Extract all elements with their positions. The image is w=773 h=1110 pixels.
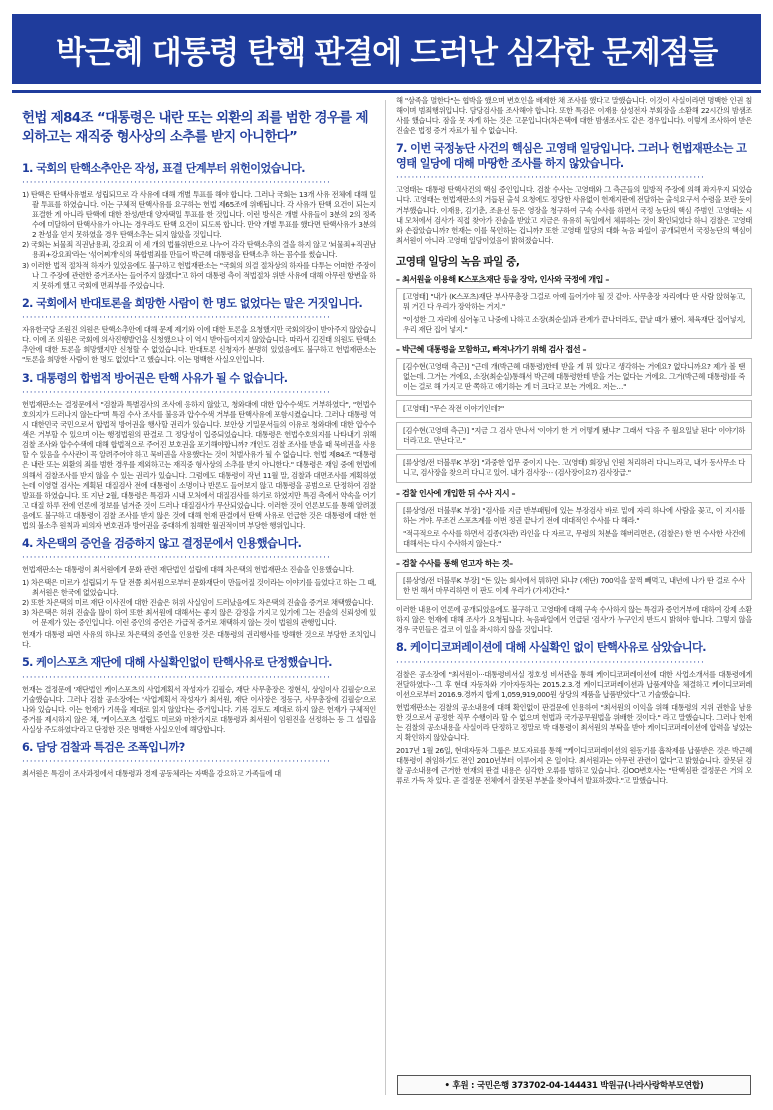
list-item: 3) 이러한 법적 절차적 하자가 있었음에도 불구하고 헌법재판소는 "국회의 의결 절차상의 하자를 다투는 어떠한 주장이나 그 주장에 관련한 증거조사는 들어주지 않겠다"고 하여 대통령 측이 적법절차 위반 사유에 대해 아무런 항변을 하지 못하게 했고 국회에 면죄부를 주었습니다. xyxy=(22,260,376,290)
page-title: 박근혜 대통령 탄핵 판결에 드러난 심각한 문제점들 xyxy=(55,34,718,71)
section-7-body: 고영태는 대통령 탄핵사건의 핵심 증인입니다. 검찰 수사는 고영태와 그 측근들의 일방적 주장에 의해 좌지우지 되었습니다. 고영태는 헌법재판소의 거듭된 출석 요청에도 정당한 사유없이 헌재지판에 전달하는 출석요구서 수령을 보란 듯이 거부했습니다. 이재용, 김기춘, 조윤선 등은 영장을 청구하여 구속 수사를 하면서 국정 농단의 핵심 주범인 고영태는 시내 모처에서 검사가 직접 찾아가 진술을 받았고 지금은 유유히 독일에서 체류하는 것이 확인되었다 하니 검찰은 고영태와 손잡았습니까? 헌재는 이를 묵인하는 겁니까? 또한 고영태 일당의 대화 녹음 파일이 공개되면서 국정농단의 핵심이 최서원이 아니라 고영태 일당이었음이 밝혀졌습니다. xyxy=(396,185,752,245)
quote-text: [류상영/전 더블루K 부장] "과중한 업무 중이지 나는. 고(영태) 회장님 인원 처리하러 다니느라고, 내가 동사무소 다니고, 검사장을 찾으러 다니고 있어. 내가 검사장⋯ (검사장이요?) 검사장급." xyxy=(403,458,745,478)
section-3-body: 헌법재판소는 결정문에서 "검찰과 특별검사의 조사에 응하지 않았고, 청와대에 대한 압수수색도 거부하였다", "헌법수호의지가 드러나지 않는다"며 특검 수사 조사를 불응과 압수수색 거부를 탄핵사유에 포함시켰습니다. 그러나 대통령 역시 대한민국 국민으로서 합법적 방어권을 행사할 권리가 있습니다. 보안상 기밀문서들의 이유로 청와대에 대한 압수수색은 거부할 수 있으며 이는 행정법원의 판결로 그 정당성이 입증되었습니다. 대통령은 헌법수호의지를 나타내기 위해 검찰 조사와 압수수색에 대해 합법적으로 주어진 보호권을 포기해야합니까? 개인도 검찰 조사를 받을 때 묵비권을 사용할 수 있음을 수사관이 꼭 알려주어야 하고 묵비권을 사용했다는 것이 처벌사유가 될 수 없습니다. 헌법 제84조 "대통령은 내란 또는 외환의 죄를 범한 경우를 제외하고는 재직중 형사상의 소추를 받지 아니한다." 대통령은 재임 중에 헌법에 의해서 검찰조사를 받지 않을 수 있는 권리가 있습니다. 그럼에도 대통령이 작년 11월 말, 검찰과 대면조사를 계획하였는데 이영렬 검사는 계획된 대질검사 전에 대통령이 소명이나 반론도 들어보지 않고 대통령을 공범으로 단정하여 검찰 발표를 하였습니다. 또 지난 2월, 대통령은 특검과 시내 모처에서 대질검사를 하기로 하였지만 특검 측에서 약속을 어기고 대질 하루 전에 언론에 정보를 넘겨준 것이 드러나 대질검사가 무산되었습니다. 이러한 것이 언론보도를 통해 알려졌음에도 불구하고 대통령이 검찰 조사를 받지 않은 것에 대해 헌재 판결에서 탄핵 사유로 언급한 것은 대통령에 대한 헌법의 불소추 원칙과 피의자 변호권과 방어권을 중대하게 침해한 월권적이며 부당한 행위입니다. xyxy=(22,400,376,530)
recordings-heading-3: – 검찰 인사에 개입한 뒤 수사 지시 – xyxy=(396,488,516,498)
quote-text: [김수현(고영태 측근)] "지금 그 검사 만나서 '이야기 한 거 어떻게 됐냐?' 그래서 '다음 주 월요일날 된다' 이야기하더라고요. 만난다고." xyxy=(403,426,745,446)
section-7-title: 7. 이번 국정농단 사건의 핵심은 고영태 일당입니다. 그러나 헌법재판소는 고영태 일당에 대해 마땅한 조사를 하지 않았습니다. xyxy=(396,142,747,170)
section-divider: ················································································ xyxy=(396,174,705,182)
quote-box xyxy=(396,422,752,450)
section-8-body: 2017년 1월 26일, 현대자동차 그룹은 보도자료를 통해 "케이디코퍼레이션의 원동기를 흡착제를 납품받은 것은 박근혜 대통령이 취임하기도 전인 2010년부터 이루어져 온 일이다. 최서원과는 아무런 관련이 없다"고 밝혔습니다. 잘못된 검찰 공소내용에 근거한 헌재의 판결 내용은 심각한 오류를 범하고 있습니다. 김OO변호사는 "탄핵심판 결정문은 거의 오류로 가득 차 있다. 곧 결정문 전체에서 잘못된 부분을 찾아내서 발표하겠다."고 말했습니다. xyxy=(396,746,752,786)
recordings-heading-1: – 최서원을 이용해 K스포츠재단 등을 장악, 인사와 국정에 개입 – xyxy=(396,274,609,284)
section-1-title: 1. 국회의 탄핵소추안은 작성, 표결 단계부터 위헌이었습니다. xyxy=(22,161,305,175)
quote-box xyxy=(396,454,752,482)
section-4-outro: 헌재가 대통령 파면 사유의 하나로 차은택의 증언을 인용한 것은 대통령의 권리행사를 방해한 것으로 부당한 조치입니다. xyxy=(22,629,376,649)
quote-box xyxy=(396,502,752,553)
quote-text: [고영태] "내가 (K스포츠)재단 부사무총장 그걸로 아예 들어가야 될 것 같아. 사무총장 자리에다 딴 사람 앉혀놓고, 뭐 거긴 다 우리가 장악하는 거지." xyxy=(403,291,745,311)
list-item: 2) 국회는 뇌물죄 직권남용죄, 강요죄 이 세 개의 법률위반으로 나누어 각각 탄핵소추의 결을 하지 않고 '뇌물죄+직권남용죄+강요죄'라는 '섞어찌개'식의 복합범죄를 만들어 박근혜 대통령을 탄핵소추 하는 꼼수를 썼습니다. xyxy=(22,240,376,260)
title-banner xyxy=(12,14,761,84)
left-column xyxy=(22,96,376,1101)
sponsor-box: • 후원 : 국민은행 373702-04-144431 박원규(나라사랑학부모연합) xyxy=(397,1075,751,1095)
quote-text: "이성한 그 자리에 심어놓고 나중에 나하고 소장(최순실)과 관계가 끝나더라도, 끝날 때가 됐어. 체육재단 집어넣지, 우리 재단 집어 넣지." xyxy=(403,314,745,334)
section-2-body: 자유한국당 조원진 의원은 탄핵소추안에 대해 문제 제기와 이에 대한 토론을 요청했지만 국회의장이 받아주지 않았습니다. 이에 조 의원은 국회에 의사진행발언을 신청했으나 이 역시 받아들여지지 않았습니다. 따라서 김진태 의원도 탄핵소추안에 대한 토론을 희망했지만 신청할 수 없었습니다. 반대토론 신청자가 분명히 있었음에도 불구하고 헌법재판소는 "토론을 희망한 사람이 한 명도 없었다"고 했습니다. 이는 명백한 사실오인입니다. xyxy=(22,325,376,365)
quote-box xyxy=(396,288,752,339)
section-divider: ················································································ xyxy=(22,179,331,187)
section-4-title: 4. 차은택의 증언을 검증하지 않고 결정문에서 인용했습니다. xyxy=(22,536,302,550)
section-6-title: 6. 담당 검찰과 특검은 조폭입니까? xyxy=(22,740,185,754)
section-divider: ················································································ xyxy=(22,389,331,397)
recordings-heading-4: – 검찰 수사를 통해 얻고자 하는 것– xyxy=(396,558,513,568)
section-1-list xyxy=(22,190,376,291)
section-2-title: 2. 국회에서 반대토론을 희망한 사람이 한 명도 없었다는 말은 거짓입니다. xyxy=(22,296,363,310)
quote-box xyxy=(396,572,752,600)
quote-box xyxy=(396,358,752,396)
quote-text: [고영태] "무슨 작전 이야기인데?" xyxy=(403,404,504,414)
section-divider: ················································································ xyxy=(22,314,331,322)
section-4-intro: 헌법재판소는 대통령이 최서원에게 문화 관련 재단법인 설립에 대해 차은택의 헌법재판소 진술을 인용했습니다. xyxy=(22,565,354,575)
right-column xyxy=(396,96,752,1101)
section-8-body: 헌법재판소는 검찰의 공소내용에 대해 확인없이 판결문에 인용하여 "최서원의 이익을 위해 대통령의 지위 권한을 남용한 것으로서 공정한 직무 수행이라 할 수 없으며 헌법과 국가공무원법을 위배한 것이다." 라고 말했습니다. 그러나 헌재는 검찰의 공소내용을 사실이라 단정하고 정말로 박 대통령이 최서원의 부탁을 받아 케이디코퍼레이션에 압력을 넣었는지 확인하지 않았습니다. xyxy=(396,702,752,742)
quote-text: "적극적으로 수사를 하면서 김종(차관) 라인을 다 자르고, 무령의 처분을 해버리면은, (검찰은) 한 번 수사한 사건에 대해서는 다시 수사하지 않는다." xyxy=(403,528,745,548)
section-8-title: 8. 케이디코퍼레이션에 대해 사실확인 없이 탄핵사유로 삼았습니다. xyxy=(396,641,706,655)
column-divider xyxy=(385,100,386,1095)
list-item: 3) 차은택은 허위 진술을 많이 하여 또한 최서원에 대해서는 좋지 않은 감정을 가지고 있기에 그는 진술의 신뢰성에 있어 문제가 있는 증인입니다. 이런 증인의 증언은 가급적 증거로 채택하지 않는 것이 법원의 관행입니다. xyxy=(22,607,376,627)
recordings-heading-2: – 박근혜 대통령을 모함하고, 빠져나가기 위해 검사 접선 – xyxy=(396,345,587,354)
section-4-list xyxy=(22,578,376,628)
section-divider: ················································································ xyxy=(396,658,705,666)
recordings-title: 고영태 일당의 녹음 파일 중, xyxy=(396,255,520,268)
list-item: 1) 차은택은 미르가 설립되기 두 달 전쯤 최서원으로부터 문화재단이 만들어질 것이라는 이야기를 들었다고 하는 그 때, 최서원은 한국에 없었습니다. xyxy=(22,577,376,597)
quote-text: [류상영/전 더블루K 부장] "돈 있는 회사에서 뭐하면 되냐? (재단) 700억을 꿀꺽 빼먹고, 내년에 나가 딴 걸로 수사 한 번 해서 마무리하면 이 판도 이제 우리가 (가져)간다." xyxy=(403,575,745,595)
list-item: 2) 또한 차은택의 미르 재단 이사진에 대한 진술은 허위 사실임이 드러났음에도 차은택의 진술을 증거로 채택했습니다. xyxy=(22,597,374,607)
quote-text: [류상영/전 더블루K 부장] "검사를 지금 반부패팀에 있는 부장검사 바로 밑에 자리 하나에 사람을 꽂고, 이 지시를 하는 거야. 무조건 스포츠계를 이번 정권 끝나기 전에 대대적인 수사를 다 해라." xyxy=(403,505,745,525)
recordings-conclusion: 이러한 내용이 언론에 공개되었음에도 불구하고 고영태에 대해 구속 수사하지 않는 특검과 증언거부에 대하여 강제 소환하지 않은 헌재에 대해 조사가 요청됩니다. 녹음파일에서 언급된 '검사'가 누구인지 반드시 밝혀야 합니다. 그렇지 않을 경우 국민들은 결코 이 일을 좌시하지 않을 것입니다. xyxy=(396,604,752,634)
list-item: 1) 탄핵은 탄핵사유별로 성립되므로 각 사유에 대해 개별 투표를 해야 합니다. 그러나 국회는 13개 사유 전체에 대해 일괄 투표를 하였습니다. 이는 구체적 탄핵사유를 요구하는 헌법 제65조에 위배됩니다. 각 사유가 탄핵 요건이 되는지 표결한 게 아니라 탄핵에 대한 찬성/반대 양자택일 투표를 한 것입니다. 이런 방식은 개별 사유들이 3분의 2의 정족수에 미달하여 탄핵사유가 아니는 경우라도 탄핵 요건이 되도록 합니다. 만약 개별 투표를 했다면 탄핵사유가 3분의 2 찬성을 얻지 못하였을 경우 탄핵소추는 되지 않았을 것입니다. xyxy=(22,190,376,240)
section-divider: ················································································ xyxy=(22,554,331,562)
section-8-body: 검찰은 공소장에 "최서원이···대통령비서실 정호성 비서관을 통해 케이디코퍼레이션에 대한 사업소개서를 대통령에게 전달하였다···그 후 현대 자동차와 기아자동차는 2015.2.3.경 케이디코퍼레이션과 납품계약을 체결하고 케이디코퍼레이션으로부터 2016.9.경까지 합계 1,059,919,000원 상당의 제품을 납품받았다"고 기술했습니다. xyxy=(396,669,752,699)
quote-box xyxy=(396,400,752,418)
section-divider: ················································································ xyxy=(22,758,331,766)
section-6-body: 최서원은 특검이 조사과정에서 대통령과 경제 공동체라는 자백을 강요하고 가족들에 대 xyxy=(22,769,281,779)
quote-text: [김수현(고영태 측근)] "근데 개(박근혜 대통령)한테 받을 게 뭐 있다고 생각하는 거에요? 없다니까요? 제가 볼 땐 없는데. 그거는 거에요, 소장(최순실)통해서 박근혜 대통령한테 받을 거는 없다는 거에요. 그거(박근혜 대통령)를 죽이는 걸로 해 가지고 딴 쪽하고 얘기하는 게 더 크다고 보는 거에요. 저는…" xyxy=(403,362,745,392)
section-5-body: 헌재는 결정문에 '재단법인 케이스포츠의 사업계획서 작성자가 김필승, 재단 사무총장은 정현식, 상임이사 김필승'으로 기술했습니다. 그러나 검찰 공소장에는 '사업계획서 작성자가 최서원, 재단 이사장은 정동구, 사무총장에 김필승'으로 나와 있습니다. 이는 헌재가 기록을 제대로 읽지 않았다는 증거입니다. 기록 검토도 제대로 하지 않은 헌재가 구체적인 증거를 제시하지 않은 채, '케이스포츠 설립도 미르와 마찬가지로 대통령과 최서원이 임원진을 선정하는 등 그 설립을 사실상 주도하였다'라고 단정한 것은 명백한 사실오인에 해당합니다. xyxy=(22,684,376,734)
section-3-title: 3. 대통령의 합법적 방어권은 탄핵 사유가 될 수 없습니다. xyxy=(22,371,288,385)
section-5-title: 5. 케이스포츠 재단에 대해 사실확인없이 탄핵사유로 단정했습니다. xyxy=(22,655,332,669)
section-6-body-continued: 해 "삼족을 멸한다"는 협박을 했으며 변호인을 배제한 채 조사를 했다고 말했습니다. 이것이 사실이라면 명백한 인권 침해이며 범죄행위입니다. 담당검사를 조사해야 합니다. 또한 특검은 이재용 삼성전자 부회장을 소환해 22시간의 밤샘조사를 했습니다. 잠을 못 자게 하는 것은 고문입니다(차은택에 대한 밤샘조사도 같은 경우입니다). 이렇게 조사하여 받은 진술은 법정 증거 자료가 될 수 없습니다. xyxy=(396,96,752,136)
section-divider: ················································································ xyxy=(22,673,331,681)
lead-quote: 헌법 제84조 “대통령은 내란 또는 외환의 죄를 범한 경우를 제외하고는 재직중 형사상의 소추를 받지 아니한다” xyxy=(22,111,368,145)
